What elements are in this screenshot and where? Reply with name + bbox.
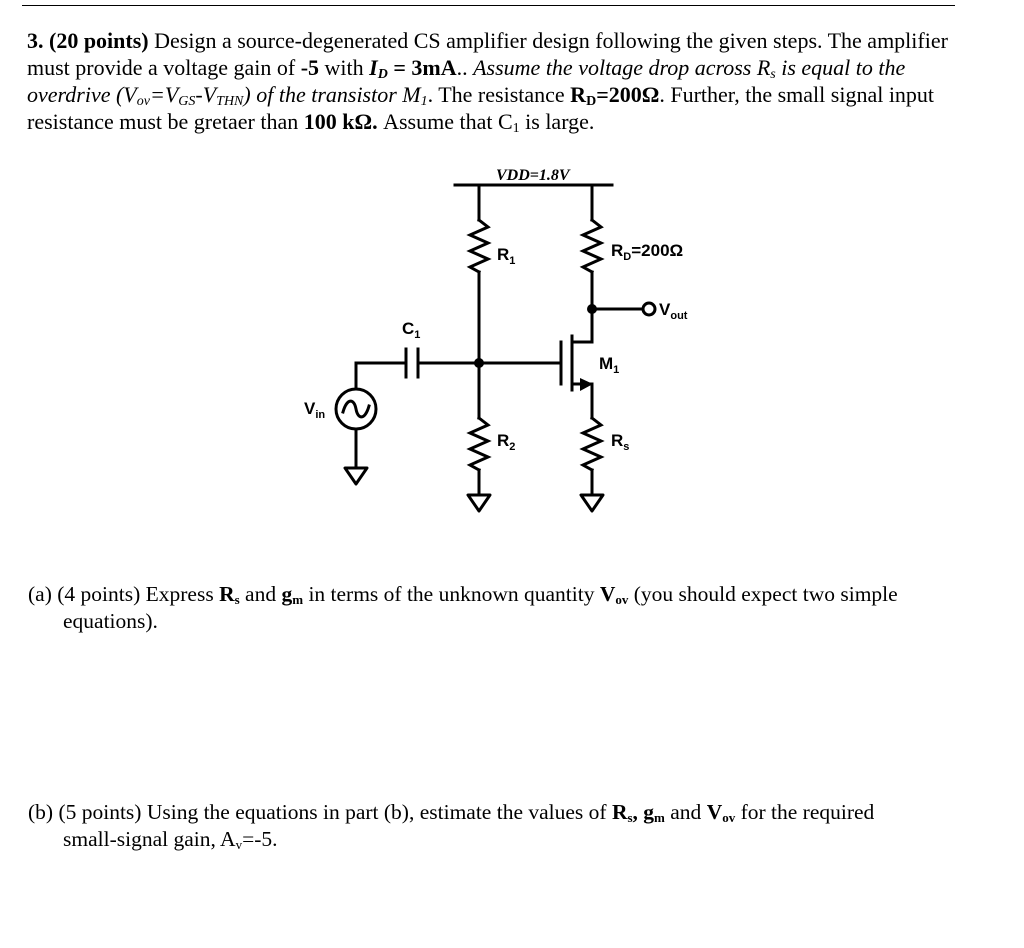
gm-sub: m (654, 810, 665, 825)
problem-text: . Further, the small signal input resistance must be gretaer than (27, 82, 935, 134)
rin-value: 100 kΩ. (303, 109, 378, 134)
assume-sub: 1 (420, 94, 428, 109)
id-symbol: I (369, 55, 378, 80)
rs-sub: s (627, 810, 633, 825)
vov-sub: ov (722, 810, 736, 825)
problem-text: . The resistance (427, 82, 571, 107)
vov-symbol: V (706, 800, 723, 824)
id-value: = 3mA (387, 55, 457, 80)
gm-symbol: g (637, 800, 655, 824)
part-b-text: and (664, 800, 707, 824)
drain-node (587, 304, 597, 314)
part-a-text: (you should expect two simple (628, 582, 898, 606)
r1-label: $R_1$ (497, 245, 516, 267)
part-b-continuation (28, 826, 988, 853)
part-a-continuation: equations). (63, 609, 158, 633)
id-sub: D (377, 67, 388, 82)
vout-label: $V_{out}$ (659, 300, 688, 322)
rs-sub: s (234, 592, 240, 607)
ground-icon (345, 468, 367, 484)
circuit-diagram (0, 155, 760, 535)
assume-text: =V (149, 82, 179, 107)
ground-icon (581, 495, 603, 511)
assume-text: -V (195, 82, 217, 107)
sine-icon (343, 401, 369, 417)
part-b (28, 799, 988, 853)
vov-sub: ov (615, 592, 629, 607)
problem-number: 3. (27, 28, 44, 53)
rs-symbol: R (611, 800, 628, 824)
part-b-text: for the required (735, 800, 875, 824)
gm-sub: m (292, 592, 304, 607)
rd-label: $R_D=200\Omega$ (611, 241, 684, 263)
c-sub: 1 (512, 121, 520, 136)
assume-sub: GS (178, 94, 196, 109)
r2-label: $R_2$ (497, 431, 516, 453)
vin-label: $V_{in}$ (304, 399, 326, 421)
gate-node (474, 358, 484, 368)
problem-text: .. (456, 55, 474, 80)
rs-symbol: R (219, 582, 235, 606)
gm-symbol: g (281, 582, 293, 606)
rs-label: $R_s$ (611, 431, 630, 453)
assume-sub: ov (136, 94, 150, 109)
vov-symbol: V (599, 582, 616, 606)
assume-text: Assume the voltage drop across R (473, 55, 771, 80)
comma: , (632, 800, 638, 824)
resistor-rd (583, 220, 601, 272)
vout-terminal (643, 303, 655, 315)
problem-points: (20 points) (49, 28, 149, 53)
c1-label: $C_1$ (402, 319, 421, 341)
part-a-label: (a) (28, 582, 52, 606)
problem-text: with (319, 55, 370, 80)
rd-sub: D (586, 94, 597, 109)
part-b-text: (5 points) Using the equations in part (b), estimate the values of (53, 800, 612, 824)
assume-text: is equal to the overdrive (V (27, 55, 906, 107)
assume-sub: THN (216, 94, 244, 109)
rd-label: R (570, 82, 587, 107)
part-b-text: =-5. (242, 827, 278, 851)
problem-text: Assume that C (377, 109, 513, 134)
assume-text: ) of the transistor M (243, 82, 421, 107)
problem-text: is large. (519, 109, 595, 134)
top-rule (22, 5, 955, 6)
resistor-r2 (470, 418, 488, 470)
problem-statement (27, 27, 967, 135)
rd-value: =200Ω (596, 82, 660, 107)
part-a (28, 581, 988, 635)
resistor-r1 (470, 220, 488, 272)
m1-label: $M_1$ (599, 354, 620, 376)
problem-text: Design a source-degenerated CS amplifier design following the given steps. The amplifier must provide a voltage gain of (27, 28, 948, 80)
part-b-label: (b) (28, 800, 54, 824)
resistor-rs (583, 418, 601, 470)
part-a-text: and (239, 582, 282, 606)
gain-value: -5 (300, 55, 320, 80)
av-sub: v (235, 837, 243, 852)
vdd-label: VDD=1.8V (496, 167, 570, 184)
assume-sub: s (770, 67, 776, 82)
part-a-text: (4 points) Express (51, 582, 220, 606)
part-b-text: small-signal gain, A (63, 827, 236, 851)
part-a-text: in terms of the unknown quantity (303, 582, 600, 606)
ground-icon (468, 495, 490, 511)
